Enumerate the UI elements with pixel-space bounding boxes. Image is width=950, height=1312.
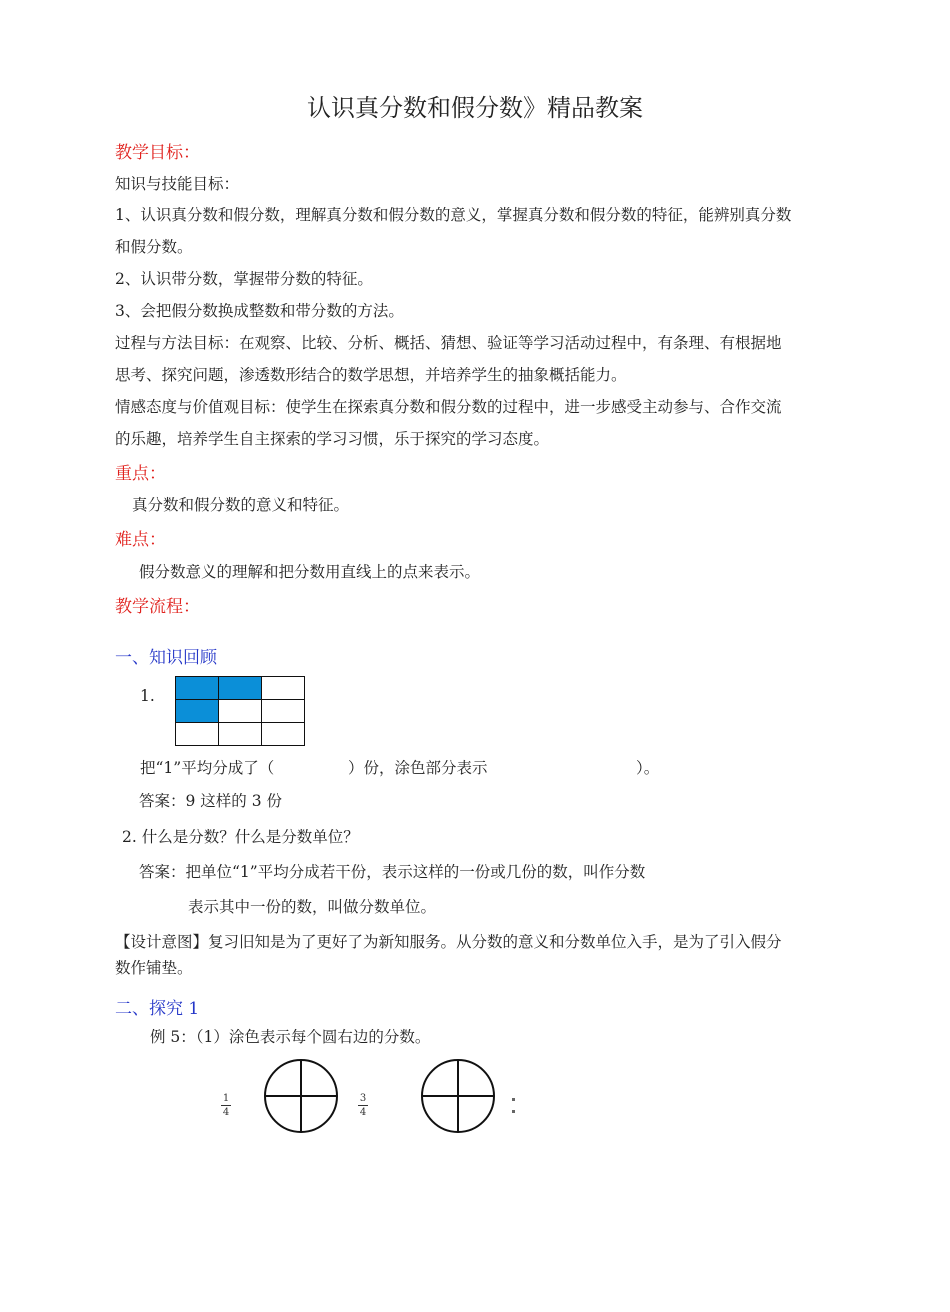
process-goal-line-2: 思考、探究问题，渗透数形结合的数学思想，并培养学生的抽象概括能力。 [115, 366, 627, 384]
grid-cell [219, 723, 262, 746]
grid-cell [176, 723, 219, 746]
key-heading: 重点： [115, 464, 166, 484]
fraction-grid [175, 676, 305, 746]
fraction-1-numerator: 1 [222, 1093, 230, 1104]
difficulty-heading: 难点： [115, 530, 166, 550]
grid-cell [262, 700, 305, 723]
goal-1-line-1: 1、认识真分数和假分数，理解真分数和假分数的意义，掌握真分数和假分数的特征，能辨别真分数 [115, 206, 792, 224]
question-2-answer-line-1: 答案：把单位“1”平均分成若干份，表示这样的一份或几份的数，叫作分数 [139, 863, 646, 881]
question-2-answer-line-2: 表示其中一份的数，叫做分数单位。 [188, 898, 437, 916]
knowledge-heading: 知识与技能目标： [115, 175, 240, 193]
faint-mark [512, 1110, 515, 1113]
process-goal-line-1: 过程与方法目标：在观察、比较、分析、概括、猜想、验证等学习活动过程中，有条理、有根据地 [115, 334, 782, 352]
example-text: 例 5：（1）涂色表示每个圆右边的分数。 [150, 1028, 431, 1046]
design-intent-line-2: 数作铺垫。 [115, 959, 193, 977]
section-2-heading: 二、探究 1 [115, 999, 200, 1019]
faint-mark [512, 1098, 515, 1101]
fraction-2-numerator: 3 [359, 1093, 367, 1104]
goal-1-line-2: 和假分数。 [115, 238, 193, 256]
circle-quarters-2 [419, 1057, 497, 1135]
grid-cell [219, 700, 262, 723]
circle-quarters-1 [262, 1057, 340, 1135]
question-1-answer: 答案：9 这样的 3 份 [139, 792, 283, 810]
grid-cell [262, 723, 305, 746]
grid-cell-shaded [176, 677, 219, 700]
fraction-1-denominator: 4 [222, 1107, 230, 1118]
question-2-text: 2. 什么是分数？什么是分数单位？ [122, 828, 359, 846]
fraction-label-1 [221, 1093, 231, 1118]
difficulty-text: 假分数意义的理解和把分数用直线上的点来表示。 [139, 563, 481, 581]
question-1-number: 1. [140, 687, 155, 705]
fraction-bar [358, 1105, 368, 1106]
page-title: 认识真分数和假分数》精品教案 [307, 94, 643, 122]
goals-heading: 教学目标： [115, 143, 200, 163]
emotion-goal-line-2: 的乐趣，培养学生自主探索的学习习惯，乐于探究的学习态度。 [115, 430, 550, 448]
question-1-text-a: 把“1”平均分成了（ [140, 759, 275, 777]
grid-cell-shaded [176, 700, 219, 723]
section-1-heading: 一、知识回顾 [115, 648, 217, 668]
emotion-goal-line-1: 情感态度与价值观目标：使学生在探索真分数和假分数的过程中，进一步感受主动参与、合作交流 [115, 398, 782, 416]
grid-cell [262, 677, 305, 700]
fraction-2-denominator: 4 [359, 1107, 367, 1118]
question-1-text-b: ）份，涂色部分表示 [348, 759, 488, 777]
key-text: 真分数和假分数的意义和特征。 [132, 496, 350, 514]
goal-2: 2、认识带分数，掌握带分数的特征。 [115, 270, 373, 288]
grid-cell-shaded [219, 677, 262, 700]
fraction-label-2 [358, 1093, 368, 1118]
goal-3: 3、会把假分数换成整数和带分数的方法。 [115, 302, 404, 320]
flow-heading: 教学流程： [115, 597, 200, 617]
design-intent-line-1: 【设计意图】复习旧知是为了更好了为新知服务。从分数的意义和分数单位入手，是为了引入假分 [115, 933, 782, 951]
question-1-text-c: ）。 [636, 759, 660, 777]
fraction-bar [221, 1105, 231, 1106]
